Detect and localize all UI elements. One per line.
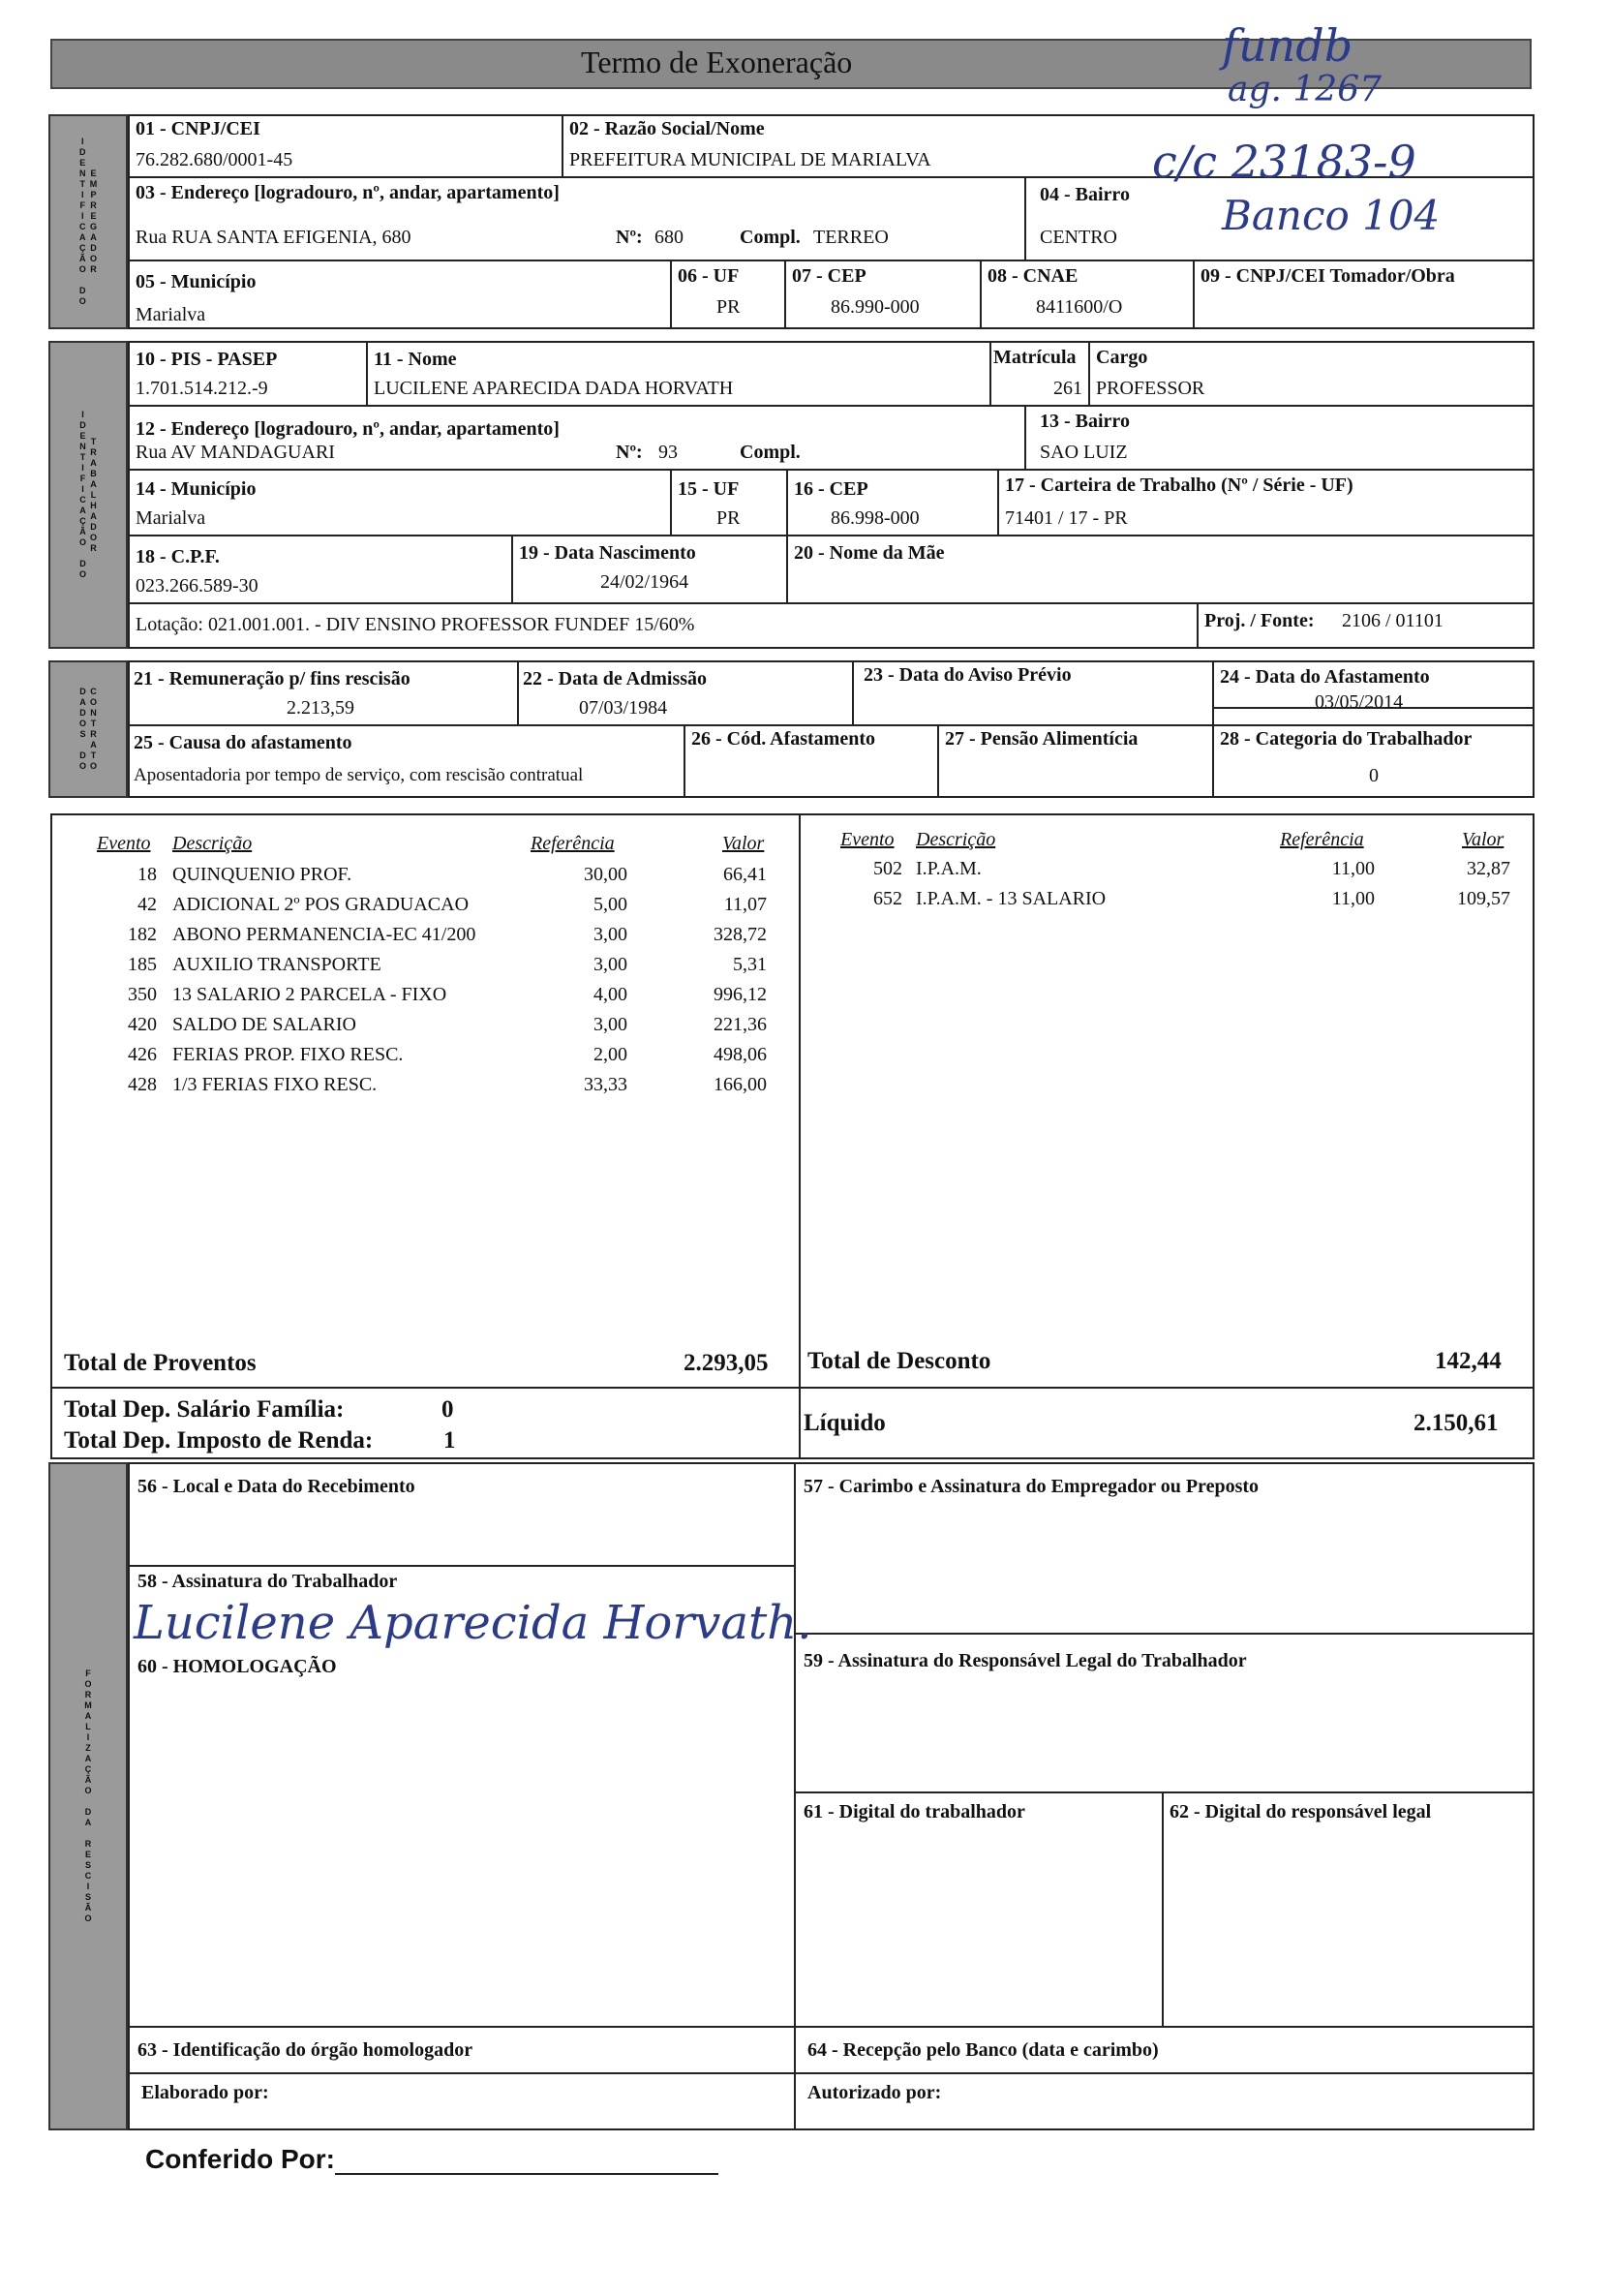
nasc-label: 19 - Data Nascimento [519, 542, 696, 564]
col-referencia-left: Referência [531, 833, 615, 854]
f58-label: 58 - Assinatura do Trabalhador [137, 1571, 398, 1592]
handwriting-top2: ag. 1267 [1228, 70, 1383, 109]
side-label-formalization-col: F O R M A L I Z A Ç Ã O D A R E S C I S Ã O [84, 1668, 92, 1923]
col-descricao-left: Descrição [172, 833, 253, 854]
wrk-compl-label: Compl. [740, 442, 801, 463]
cargo-label: Cargo [1096, 347, 1148, 368]
wrk-numero-label: Nº: [616, 442, 643, 463]
emp-bairro-value: CENTRO [1040, 227, 1117, 248]
f57-label: 57 - Carimbo e Assinatura do Empregador ou Preposto [804, 1476, 1260, 1497]
matricula-label: Matrícula [993, 347, 1077, 368]
nome-value: LUCILENE APARECIDA DADA HORVATH [374, 378, 734, 399]
side-label-contract [48, 660, 128, 798]
emp-compl-label: Compl. [740, 227, 801, 248]
cnae-value: 8411600/O [1036, 296, 1123, 318]
provento-descricao: ABONO PERMANENCIA-EC 41/200 [172, 924, 476, 945]
col-valor-right: Valor [1462, 829, 1505, 850]
matricula-value: 261 [1053, 378, 1082, 399]
f60-label: 60 - HOMOLOGAÇÃO [137, 1656, 337, 1677]
desconto-descricao: I.P.A.M. - 13 SALARIO [916, 888, 1107, 909]
wrk-cep-label: 16 - CEP [794, 478, 868, 500]
emp-municipio-label: 05 - Município [136, 271, 257, 292]
provento-descricao: SALDO DE SALARIO [172, 1014, 356, 1035]
total-desconto-value: 142,44 [1435, 1348, 1502, 1374]
emp-endereco-value: Rua RUA SANTA EFIGENIA, 680 [136, 227, 411, 248]
emp-numero-label: Nº: [616, 227, 643, 248]
emp-uf-label: 06 - UF [678, 265, 740, 287]
provento-valor: 5,31 [733, 954, 767, 975]
provento-valor: 498,06 [714, 1044, 767, 1065]
emp-uf-value: PR [716, 296, 741, 318]
elaborado-label: Elaborado por: [141, 2082, 269, 2103]
remun-value: 2.213,59 [287, 697, 354, 719]
total-desconto-label: Total de Desconto [807, 1348, 991, 1374]
side-label-employer-col1: I D E N T I F I C A Ç Ã O D O [78, 137, 86, 306]
conferido-line [335, 2173, 718, 2175]
wrk-bairro-label: 13 - Bairro [1040, 411, 1130, 432]
col-evento-right: Evento [840, 829, 895, 850]
desconto-referencia: 11,00 [1331, 888, 1375, 909]
razao-value: PREFEITURA MUNICIPAL DE MARIALVA [569, 149, 931, 170]
side-label-worker-col1: I D E N T I F I C A Ç Ã O D O [78, 410, 86, 579]
formalization-section [128, 1462, 1535, 2130]
provento-evento: 185 [128, 954, 157, 975]
col-descricao-right: Descrição [916, 829, 996, 850]
provento-descricao: QUINQUENIO PROF. [172, 864, 352, 885]
side-label-contract-col2: C O N T R A T O [90, 687, 98, 771]
desconto-referencia: 11,00 [1331, 858, 1375, 879]
wrk-uf-label: 15 - UF [678, 478, 740, 500]
provento-evento: 18 [137, 864, 157, 885]
provento-descricao: ADICIONAL 2º POS GRADUACAO [172, 894, 470, 915]
provento-descricao: FERIAS PROP. FIXO RESC. [172, 1044, 404, 1065]
ctps-value: 71401 / 17 - PR [1005, 507, 1128, 529]
provento-valor: 11,07 [723, 894, 767, 915]
f59-label: 59 - Assinatura do Responsável Legal do Trabalhador [804, 1650, 1247, 1671]
emp-compl-value: TERREO [813, 227, 889, 248]
admissao-value: 07/03/1984 [579, 697, 668, 719]
pis-value: 1.701.514.212.-9 [136, 378, 268, 399]
tomador-label: 09 - CNPJ/CEI Tomador/Obra [1201, 265, 1455, 287]
emp-cep-label: 07 - CEP [792, 265, 866, 287]
mae-label: 20 - Nome da Mãe [794, 542, 945, 564]
lotacao-value: Lotação: 021.001.001. - DIV ENSINO PROFESSOR FUNDEF 15/60% [136, 614, 695, 635]
provento-valor: 221,36 [714, 1014, 767, 1035]
emp-endereco-label: 03 - Endereço [logradouro, nº, andar, apartamento] [136, 182, 560, 203]
provento-evento: 350 [128, 984, 157, 1005]
proj-label: Proj. / Fonte: [1204, 610, 1315, 631]
total-ir-value: 1 [443, 1427, 456, 1454]
desconto-evento: 502 [873, 858, 902, 879]
cnpj-label: 01 - CNPJ/CEI [136, 118, 260, 139]
f64-label: 64 - Recepção pelo Banco (data e carimbo) [807, 2039, 1159, 2061]
emp-municipio-value: Marialva [136, 304, 206, 325]
wrk-municipio-value: Marialva [136, 507, 206, 529]
provento-referencia: 4,00 [593, 984, 627, 1005]
emp-bairro-label: 04 - Bairro [1040, 184, 1130, 205]
provento-descricao: 1/3 FERIAS FIXO RESC. [172, 1074, 378, 1095]
liquido-value: 2.150,61 [1413, 1410, 1499, 1436]
f61-label: 61 - Digital do trabalhador [804, 1801, 1025, 1822]
total-familia-label: Total Dep. Salário Família: [64, 1396, 345, 1423]
side-label-employer-col2: E M P R E G A D O R [89, 168, 98, 274]
causa-label: 25 - Causa do afastamento [134, 732, 352, 753]
provento-valor: 328,72 [714, 924, 767, 945]
handwriting-top1: fundb [1222, 19, 1353, 72]
autorizado-label: Autorizado por: [807, 2082, 942, 2103]
cargo-value: PROFESSOR [1096, 378, 1205, 399]
provento-valor: 166,00 [714, 1074, 767, 1095]
col-evento-left: Evento [97, 833, 151, 854]
categoria-value: 0 [1369, 765, 1379, 786]
afast-value: 03/05/2014 [1315, 691, 1404, 713]
wrk-cep-value: 86.998-000 [831, 507, 920, 529]
f63-label: 63 - Identificação do órgão homologador [137, 2039, 473, 2061]
total-proventos-label: Total de Proventos [64, 1350, 257, 1376]
col-referencia-right: Referência [1280, 829, 1364, 850]
provento-referencia: 3,00 [593, 954, 627, 975]
worker-signature: Lucilene Aparecida Horvath. [134, 1596, 812, 1650]
provento-referencia: 5,00 [593, 894, 627, 915]
provento-evento: 420 [128, 1014, 157, 1035]
pensao-label: 27 - Pensão Alimentícia [945, 728, 1139, 750]
f62-label: 62 - Digital do responsável legal [1170, 1801, 1432, 1822]
provento-referencia: 3,00 [593, 924, 627, 945]
provento-descricao: 13 SALARIO 2 PARCELA - FIXO [172, 984, 447, 1005]
provento-referencia: 2,00 [593, 1044, 627, 1065]
side-label-worker [48, 341, 128, 649]
categoria-label: 28 - Categoria do Trabalhador [1220, 728, 1473, 750]
cpf-label: 18 - C.P.F. [136, 546, 220, 567]
provento-referencia: 3,00 [593, 1014, 627, 1035]
wrk-bairro-value: SAO LUIZ [1040, 442, 1128, 463]
admissao-label: 22 - Data de Admissão [523, 668, 708, 689]
side-label-formalization [48, 1462, 128, 2130]
aviso-label: 23 - Data do Aviso Prévio [864, 664, 1072, 686]
col-valor-left: Valor [722, 833, 765, 854]
provento-valor: 66,41 [723, 864, 767, 885]
wrk-numero-value: 93 [658, 442, 678, 463]
page-title: Termo de Exoneração [581, 45, 853, 79]
provento-evento: 42 [137, 894, 157, 915]
cnpj-value: 76.282.680/0001-45 [136, 149, 293, 170]
side-label-worker-col2: T R A B A L H A D O R [90, 436, 98, 553]
remun-label: 21 - Remuneração p/ fins rescisão [134, 668, 410, 689]
wrk-endereco-value: Rua AV MANDAGUARI [136, 442, 335, 463]
nasc-value: 24/02/1964 [600, 571, 689, 593]
provento-valor: 996,12 [714, 984, 767, 1005]
wrk-municipio-label: 14 - Município [136, 478, 257, 500]
emp-cep-value: 86.990-000 [831, 296, 920, 318]
conferido-label [145, 2144, 335, 2175]
ctps-label: 17 - Carteira de Trabalho (Nº / Série - UF) [1005, 475, 1353, 496]
proj-value: 2106 / 01101 [1342, 610, 1444, 631]
desconto-valor: 109,57 [1457, 888, 1510, 909]
handwriting-top3: c/c 23183-9 [1152, 136, 1416, 188]
causa-value: Aposentadoria por tempo de serviço, com rescisão contratual [134, 765, 584, 785]
provento-descricao: AUXILIO TRANSPORTE [172, 954, 381, 975]
f56-label: 56 - Local e Data do Recebimento [137, 1476, 415, 1497]
wrk-endereco-label: 12 - Endereço [logradouro, nº, andar, apartamento] [136, 418, 560, 440]
pis-label: 10 - PIS - PASEP [136, 349, 278, 370]
cpf-value: 023.266.589-30 [136, 575, 258, 597]
cod-label: 26 - Cód. Afastamento [691, 728, 875, 750]
desconto-evento: 652 [873, 888, 902, 909]
provento-evento: 428 [128, 1074, 157, 1095]
cnae-label: 08 - CNAE [988, 265, 1079, 287]
afast-label: 24 - Data do Afastamento [1220, 666, 1430, 688]
total-ir-label: Total Dep. Imposto de Renda: [64, 1427, 374, 1454]
total-familia-value: 0 [441, 1396, 454, 1423]
desconto-descricao: I.P.A.M. [916, 858, 982, 879]
desconto-valor: 32,87 [1467, 858, 1510, 879]
side-label-employer [48, 114, 128, 329]
wrk-uf-value: PR [716, 507, 741, 529]
provento-evento: 426 [128, 1044, 157, 1065]
provento-referencia: 30,00 [584, 864, 627, 885]
emp-numero-value: 680 [654, 227, 684, 248]
conferido-text: Conferido Por: [145, 2144, 335, 2174]
total-proventos-value: 2.293,05 [684, 1350, 769, 1376]
razao-label: 02 - Razão Social/Nome [569, 118, 765, 139]
side-label-contract-col1: D A D O S D O [78, 687, 86, 771]
handwriting-top4: Banco 104 [1222, 192, 1441, 239]
provento-referencia: 33,33 [584, 1074, 627, 1095]
nome-label: 11 - Nome [374, 349, 457, 370]
provento-evento: 182 [128, 924, 157, 945]
liquido-label: Líquido [804, 1410, 886, 1436]
